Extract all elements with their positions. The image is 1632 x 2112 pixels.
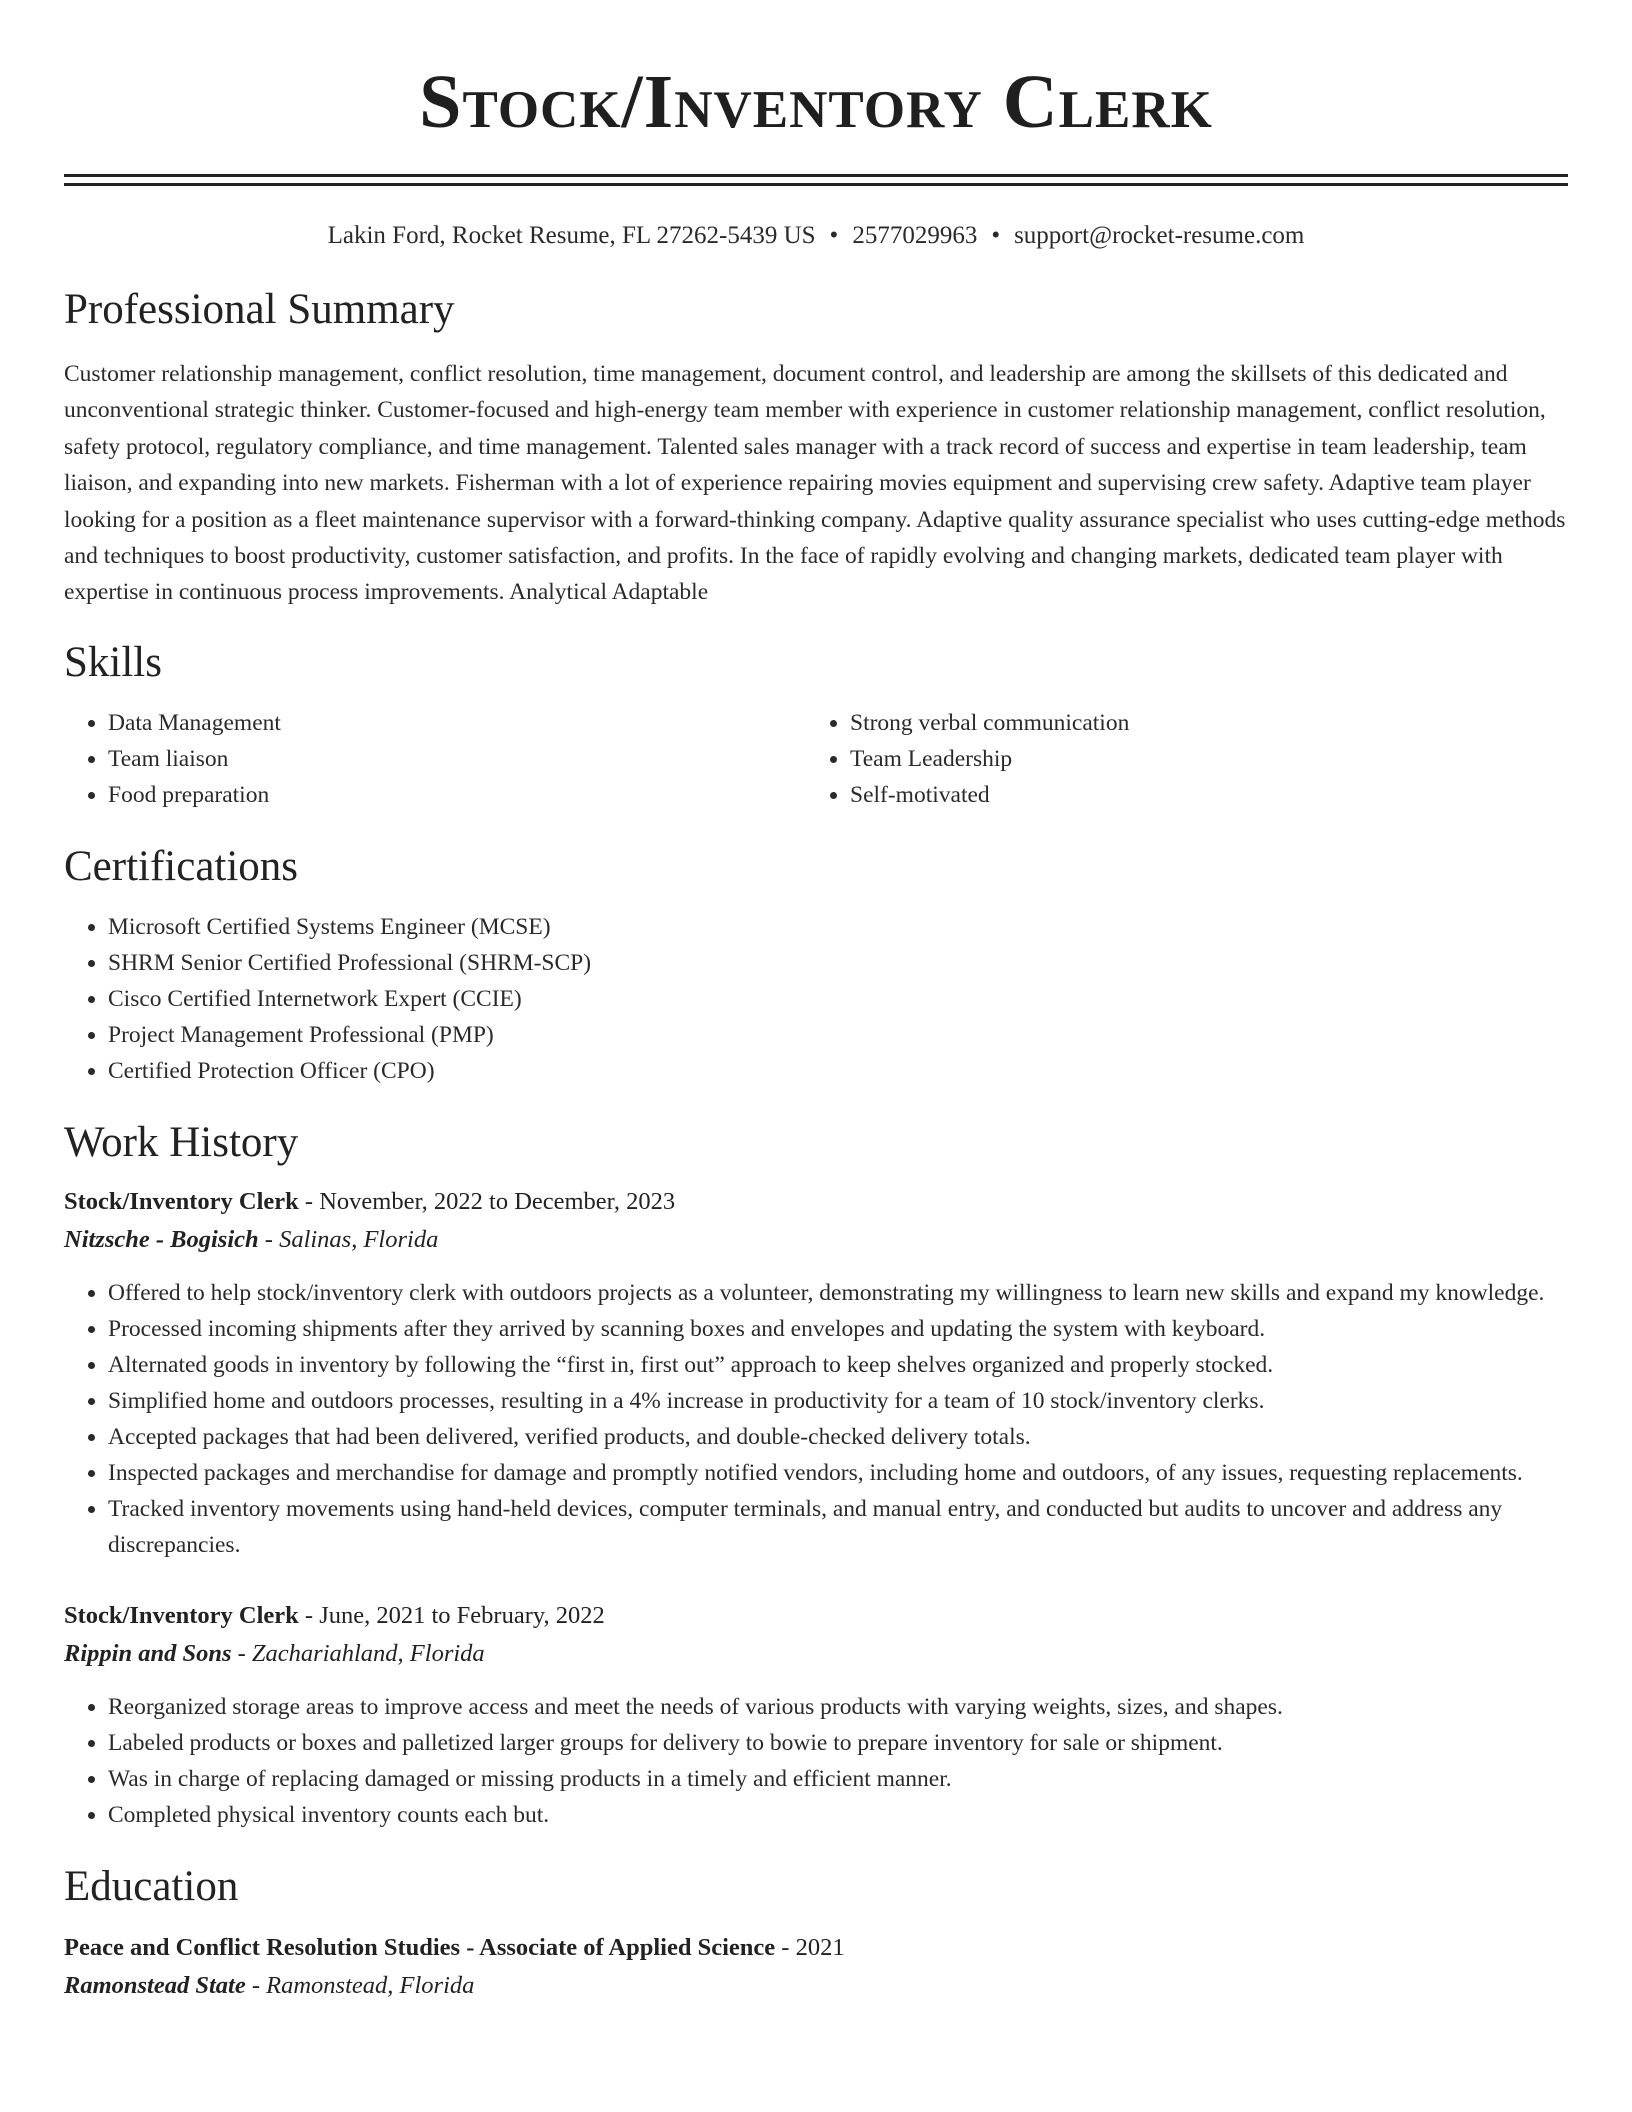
list-item: • Tracked inventory movements using hand-held devices, computer terminals, and manual entry, and conducted but audits to uncover and address any discrepancies. bbox=[108, 1491, 1568, 1563]
section-heading-work-history: Work History bbox=[64, 1118, 299, 1166]
education-degree: Peace and Conflict Resolution Studies - Associate of Applied Science bbox=[64, 1933, 776, 1961]
list-item: • Cisco Certified Internetwork Expert (CCIE) bbox=[108, 981, 1568, 1017]
job-location: - Zachariahland, Florida bbox=[231, 1639, 485, 1667]
list-item: • Self-motivated bbox=[850, 777, 1548, 813]
contact-line bbox=[64, 220, 1568, 252]
list-item: • Inspected packages and merchandise for damage and promptly notified vendors, including home and outdoors, of any issues, requesting replacements. bbox=[108, 1455, 1568, 1491]
job-header bbox=[64, 1597, 1568, 1635]
job-entry bbox=[64, 1183, 1568, 1563]
contact-separator: • bbox=[991, 222, 1001, 249]
skills-grid bbox=[64, 705, 1568, 813]
list-item: • Food preparation bbox=[108, 777, 806, 813]
list-item: • Project Management Professional (PMP) bbox=[108, 1017, 1568, 1053]
contact-phone: 2577029963 bbox=[852, 222, 978, 249]
certifications-list bbox=[64, 909, 1568, 1089]
education-header bbox=[64, 1929, 1568, 1967]
summary-text: Customer relationship management, conflict resolution, time management, document control, and leadership are among the skillsets of this dedicated and unconventional strategic thinker. Customer-focused and high-energy team member with experience in customer relationship management, conflict resolution, safety protocol, regulatory compliance, and time management. Talented sales manager with a track record of success and expertise in team leadership, team liaison, and expanding into new markets. Fisherman with a lot of experience repairing movies equipment and supervising crew safety. Adaptive team player looking for a position as a fleet maintenance supervisor with a forward-thinking company. Adaptive quality assurance specialist who uses cutting-edge methods and techniques to boost productivity, customer satisfaction, and profits. In the face of rapidly evolving and changing markets, dedicated team player with expertise in continuous process improvements. Analytical Adaptable bbox=[64, 361, 1566, 606]
list-item: • Strong verbal communication bbox=[850, 705, 1548, 741]
job-dates: - June, 2021 to February, 2022 bbox=[298, 1601, 605, 1629]
list-item: • Team liaison bbox=[108, 741, 806, 777]
list-item: • Labeled products or boxes and palletized larger groups for delivery to bowie to prepare inventory for sale or shipment. bbox=[108, 1725, 1568, 1761]
contact-separator: • bbox=[829, 222, 839, 249]
list-item: • Team Leadership bbox=[850, 741, 1548, 777]
list-item: • Reorganized storage areas to improve access and meet the needs of various products with varying weights, sizes, and shapes. bbox=[108, 1689, 1568, 1725]
education-school-line bbox=[64, 1967, 1568, 2005]
resume-title: Stock/Inventory Clerk bbox=[419, 60, 1213, 144]
list-item: • Alternated goods in inventory by following the “first in, first out” approach to keep shelves organized and properly stocked. bbox=[108, 1347, 1568, 1383]
title-divider-bottom bbox=[64, 183, 1568, 186]
list-item: • Simplified home and outdoors processes, resulting in a 4% increase in productivity for a team of 10 stock/inventory clerks. bbox=[108, 1383, 1568, 1419]
section-heading-summary: Professional Summary bbox=[64, 286, 455, 333]
contact-address: Lakin Ford, Rocket Resume, FL 27262-5439 US bbox=[327, 222, 816, 249]
job-duties-list bbox=[64, 1689, 1568, 1833]
job-header bbox=[64, 1183, 1568, 1221]
section-heading-education: Education bbox=[64, 1862, 239, 1910]
list-item: • Processed incoming shipments after they arrived by scanning boxes and envelopes and updating the system with keyboard. bbox=[108, 1311, 1568, 1347]
list-item: • SHRM Senior Certified Professional (SHRM-SCP) bbox=[108, 945, 1568, 981]
job-entry bbox=[64, 1597, 1568, 1833]
list-item: • Certified Protection Officer (CPO) bbox=[108, 1053, 1568, 1089]
job-location: - Salinas, Florida bbox=[258, 1225, 439, 1253]
skills-column-left bbox=[64, 705, 806, 813]
list-item: • Offered to help stock/inventory clerk with outdoors projects as a volunteer, demonstrating my willingness to learn new skills and expand my knowledge. bbox=[108, 1275, 1568, 1311]
list-item: • Was in charge of replacing damaged or missing products in a timely and efficient manner. bbox=[108, 1761, 1568, 1797]
skills-column-right bbox=[806, 705, 1548, 813]
job-company: Nitzsche - Bogisich bbox=[64, 1225, 259, 1253]
job-duties-list bbox=[64, 1275, 1568, 1563]
job-company: Rippin and Sons bbox=[64, 1639, 232, 1667]
job-employer bbox=[64, 1221, 1568, 1259]
section-heading-skills: Skills bbox=[64, 638, 162, 686]
list-item: • Accepted packages that had been delivered, verified products, and double-checked delivery totals. bbox=[108, 1419, 1568, 1455]
job-dates: - November, 2022 to December, 2023 bbox=[298, 1187, 676, 1215]
contact-email: support@rocket-resume.com bbox=[1014, 222, 1305, 249]
section-heading-certifications: Certifications bbox=[64, 842, 299, 890]
job-title: Stock/Inventory Clerk bbox=[64, 1601, 299, 1629]
education-entry bbox=[64, 1929, 1568, 2005]
education-school: Ramonstead State bbox=[64, 1971, 246, 1999]
skills-list-left bbox=[64, 705, 806, 813]
list-item: • Data Management bbox=[108, 705, 806, 741]
list-item: • Microsoft Certified Systems Engineer (MCSE) bbox=[108, 909, 1568, 945]
list-item: • Completed physical inventory counts each but. bbox=[108, 1797, 1568, 1833]
education-year: - 2021 bbox=[775, 1933, 845, 1961]
job-employer bbox=[64, 1635, 1568, 1673]
skills-list-right bbox=[806, 705, 1548, 813]
title-divider-top bbox=[64, 174, 1568, 177]
education-location: - Ramonstead, Florida bbox=[245, 1971, 475, 1999]
job-title: Stock/Inventory Clerk bbox=[64, 1187, 299, 1215]
